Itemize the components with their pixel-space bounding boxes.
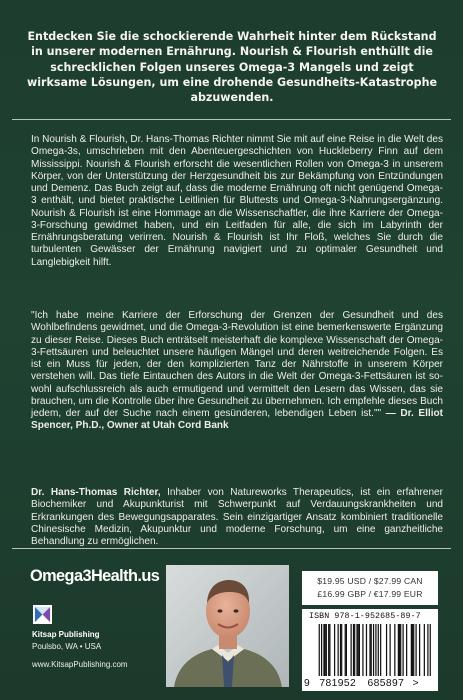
barcode-bar — [319, 624, 320, 676]
barcode-bar — [325, 624, 326, 676]
isbn-label: ISBN 978-1-952685-89-7 — [309, 612, 421, 621]
barcode-bar — [406, 624, 407, 676]
barcode-bar — [399, 624, 400, 676]
ean-arrow: > — [412, 678, 419, 689]
barcode-bar — [419, 624, 420, 676]
barcode-bar — [373, 624, 374, 676]
top-divider — [12, 119, 451, 120]
barcode-bars — [308, 624, 432, 676]
ean-digits — [304, 678, 436, 689]
barcode-bar — [386, 624, 387, 676]
barcode-bar — [340, 624, 341, 676]
price-box — [302, 571, 438, 605]
ean-first-digit: 9 — [304, 678, 311, 689]
barcode-bar — [326, 624, 327, 676]
publisher-location: Poulsbo, WA • USA — [32, 642, 102, 651]
barcode-bar — [329, 624, 330, 676]
barcode-bar — [351, 624, 352, 676]
barcode-bar — [402, 624, 403, 676]
barcode-bar — [358, 624, 359, 676]
barcode-bar — [323, 624, 324, 676]
barcode-bar — [354, 624, 355, 676]
endorsement-quote — [31, 310, 443, 433]
author-portrait-image — [166, 565, 289, 687]
barcode-bar — [380, 624, 381, 676]
publisher-logo-icon — [33, 605, 52, 624]
barcode-bar — [334, 624, 335, 676]
barcode-bar — [341, 624, 342, 676]
barcode-bar — [412, 624, 413, 676]
barcode-bar — [366, 624, 367, 676]
price-usd-can: $19.95 USD / $27.99 CAN — [317, 576, 423, 586]
barcode-bar — [378, 624, 379, 676]
website-label: Omega3Health.us — [30, 566, 160, 585]
barcode-bar — [359, 624, 360, 676]
bottom-divider — [12, 548, 451, 549]
barcode-bar — [321, 624, 322, 676]
barcode-bar — [371, 624, 372, 676]
author-photo — [166, 565, 289, 687]
quote-text: "Ich habe meine Karriere der Erforschung der Grenzen der Gesundheit und des Wohlbefindens gewidmet, und die Omega-3-Revolution ist eine bemerkenswerte Ergänzung zu dieser Reise. Dieses Buch enträtselt meisterhaft die komplexe Wissenschaft der Omega-3-Fettsäuren und beleuchtet unsere häufigen Mängel und deren weitreichende Folgen. Es ist ein Muss für jeden, der den komplizierten Tanz der Nährstoffe in unserem Körper verstehen will. Das tiefe Eintauchen des Autors in die Welt der Omega-3-Fettsäuren ist sowohl aufschlussreich als auch ermutigend und vermittelt den Lesern das Wissen, das sie brauchen, um die Kontrolle über ihre Gesundheit zu übernehmen. Ich empfehle dieses Buch jedem, der auf der Suche nach einem gesünderen, lebendigen Leben ist."" — [31, 310, 443, 419]
barcode-bar — [328, 624, 329, 676]
barcode-bar — [353, 624, 354, 676]
bio-text: Inhaber von Natureworks Therapeutics, ist ein erfahrener Biochemiker und Akupunkturist mit Schwerpunkt auf Verdauungskrankheiten und Erkrankungen des Bewegungsapparates. Sein einzigartiger Ansatz kombiniert traditionelle Chinesische Medizin, Akupunktur und moderne Forschung, um eine ganzheitliche Behandlung zu ermöglichen. — [31, 487, 443, 547]
ean-group-left: 781952 — [319, 678, 357, 689]
barcode-bar — [346, 624, 347, 676]
barcode-bar — [345, 624, 346, 676]
barcode-bar — [415, 624, 416, 676]
publisher-website: www.KitsapPublishing.com — [32, 660, 128, 669]
price-gbp-eur: £16.99 GBP / €17.99 EUR — [317, 588, 423, 599]
barcode-bar — [424, 624, 425, 676]
barcode-bar — [362, 624, 363, 676]
barcode-bar — [389, 624, 390, 676]
publisher-name: Kitsap Publishing — [32, 630, 100, 639]
book-description: In Nourish & Flourish, Dr. Hans-Thomas Richter nimmt Sie mit auf eine Reise in die Welt des Omega-3s, umschrieben mit den Abenteuergeschichten von Huckleberry Finn auf dem Mississippi. Nourish & Flourish erforscht die wesentlichen Rollen von Omega-3 in unserem Körper, von der Unterstützung der Herzgesundheit bis zur Bekämpfung von Entzündungen und Demenz. Das Buch zeigt auf, dass die moderne Ernährung oft nicht genügend Omega-3 enthält, und bietet praktische Leitlinien für Bluttests und Omega-3-Nahrungsergänzung. Nourish & Flourish ist eine Hommage an die Wissenschaftler, die ihre Karriere der Omega-3-Forschung gewidmet haben, und ein Leitfaden für alle, die sich im Labyrinth der Ernährungsberatung verirren. Nourish & Flourish ist Ihr Floß, welches Sie durch die turbulenten Gewässer der Ernährung navigiert und zu optimaler Gesundheit und Langlebigkeit hilft. — [31, 134, 443, 268]
barcode-bar — [430, 624, 431, 676]
author-bio — [31, 487, 443, 548]
barcode-bar — [356, 624, 357, 676]
barcode-bar — [427, 624, 428, 676]
isbn-barcode-box — [302, 609, 438, 691]
ean-group-right: 685897 — [367, 678, 405, 689]
barcode-bar — [338, 624, 339, 676]
barcode-bar — [394, 624, 395, 676]
hero-blurb: Entdecken Sie die schockierende Wahrheit hinter dem Rückstand in unserer modernen Ernährung. Nourish & Flourish enthüllt die schrecklichen Folgen unseres Omega-3 Mangels und zeigt wirksame Lösungen, um eine drohende Gesundheits-Katastrophe abzuwenden. — [26, 30, 437, 105]
barcode-bar — [369, 624, 370, 676]
barcode-bar — [398, 624, 399, 676]
barcode-bar — [375, 624, 376, 676]
barcode-bar — [413, 624, 414, 676]
author-name: Dr. Hans-Thomas Richter, — [31, 487, 161, 498]
quote-attribution: — Dr. Elliot Spencer, Ph.D., Owner at Utah Cord Bank — [31, 408, 443, 432]
barcode-bar — [400, 624, 401, 676]
barcode-bar — [411, 624, 412, 676]
